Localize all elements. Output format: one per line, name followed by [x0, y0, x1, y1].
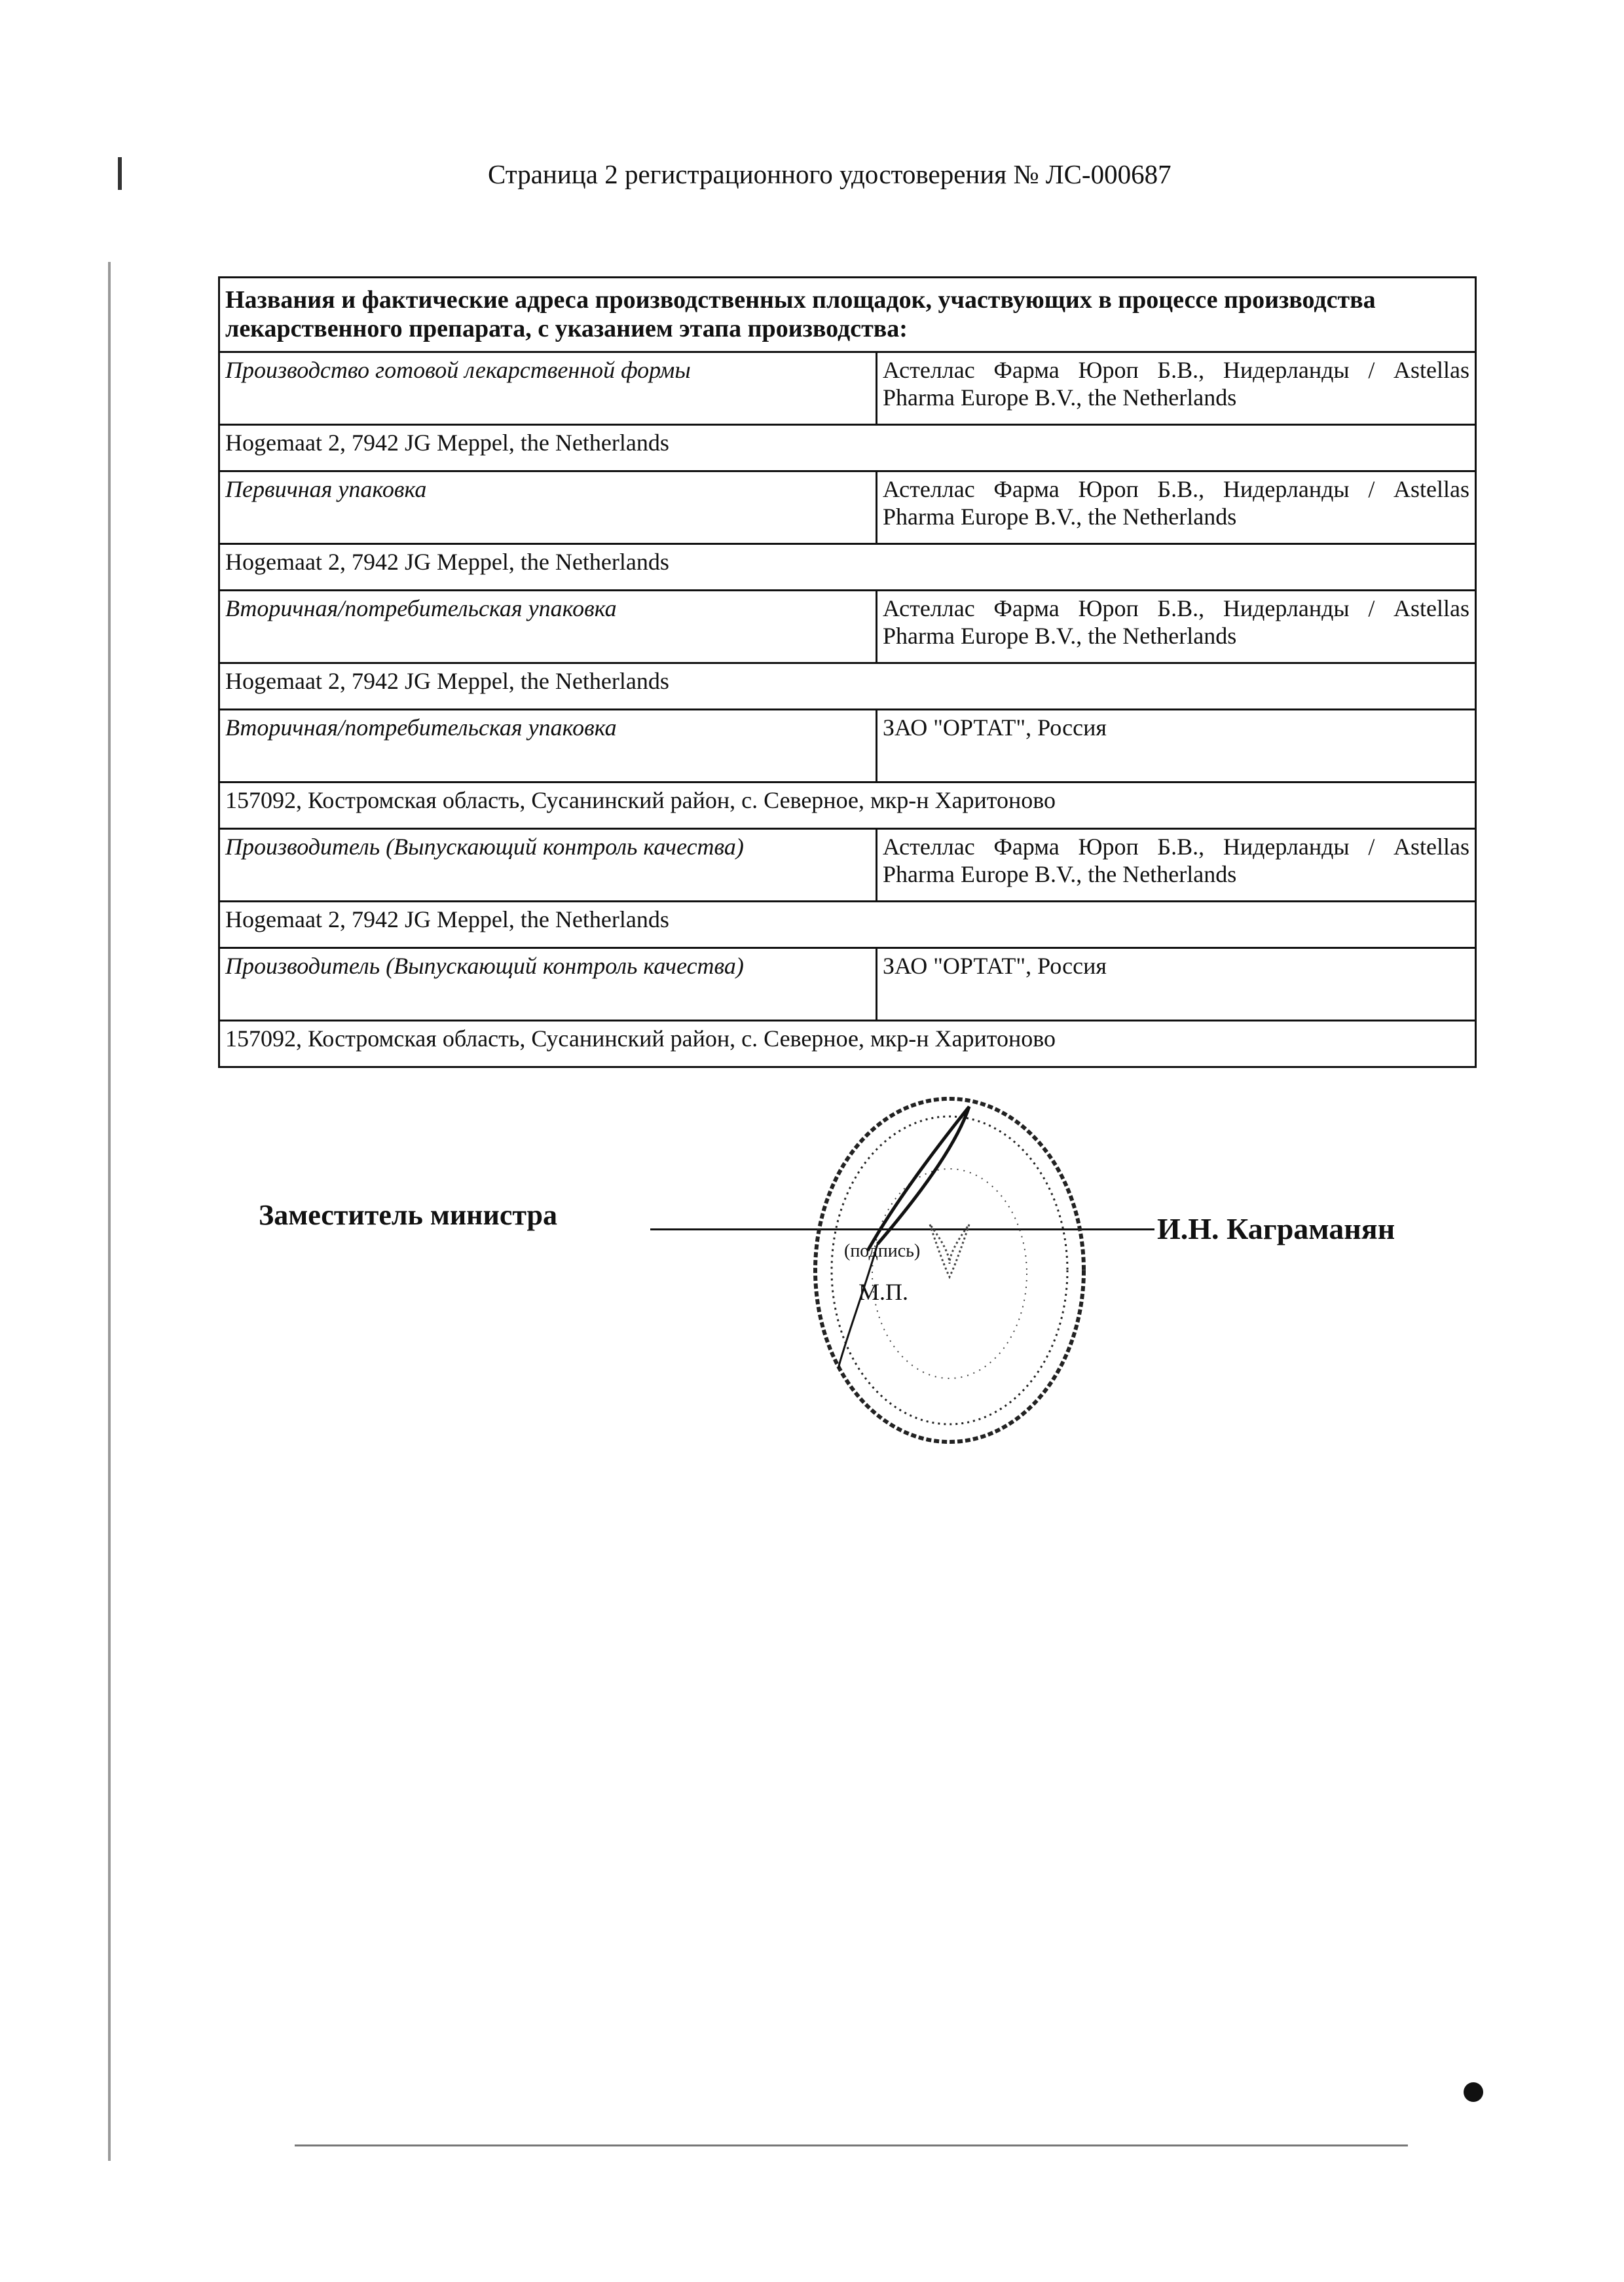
production-stage: Производитель (Выпускающий контроль качества) [219, 829, 877, 902]
scan-artifact [118, 157, 122, 190]
stage-row [219, 948, 1476, 1021]
signature-caption: (подпись) [844, 1241, 921, 1261]
scan-artifact [1464, 2082, 1483, 2102]
address-row [219, 425, 1476, 471]
stage-row [219, 710, 1476, 782]
production-stage: Производитель (Выпускающий контроль качества) [219, 948, 877, 1021]
site-address: 157092, Костромская область, Сусанинский район, с. Северное, мкр-н Харитоново [219, 1021, 1476, 1067]
official-seal-stamp [805, 1094, 1094, 1460]
production-stage: Производство готовой лекарственной формы [219, 352, 877, 425]
scan-artifact [108, 262, 111, 2161]
organization: ЗАО "ОРТАТ", Россия [877, 948, 1476, 1021]
production-stage: Вторичная/потребительская упаковка [219, 591, 877, 663]
site-address: Hogemaat 2, 7942 JG Meppel, the Netherlands [219, 663, 1476, 710]
stage-row [219, 829, 1476, 902]
address-row [219, 663, 1476, 710]
production-stage: Вторичная/потребительская упаковка [219, 710, 877, 782]
site-address: 157092, Костромская область, Сусанинский район, с. Северное, мкр-н Харитоново [219, 782, 1476, 829]
production-sites-table [218, 276, 1477, 1068]
stage-row [219, 471, 1476, 544]
organization: Астеллас Фарма Юроп Б.В., Нидерланды / Astellas Pharma Europe B.V., the Netherlands [877, 471, 1476, 544]
table-heading: Названия и фактические адреса производственных площадок, участвующих в процессе производства лекарственного препарата, с указанием этапа производства: [219, 278, 1476, 352]
stage-row [219, 352, 1476, 425]
stage-row [219, 591, 1476, 663]
organization: Астеллас Фарма Юроп Б.В., Нидерланды / Astellas Pharma Europe B.V., the Netherlands [877, 352, 1476, 425]
site-address: Hogemaat 2, 7942 JG Meppel, the Netherlands [219, 544, 1476, 591]
scan-artifact [295, 2144, 1408, 2146]
address-row [219, 782, 1476, 829]
table-heading-row [219, 278, 1476, 352]
organization: Астеллас Фарма Юроп Б.В., Нидерланды / Astellas Pharma Europe B.V., the Netherlands [877, 829, 1476, 902]
address-row [219, 902, 1476, 948]
organization: Астеллас Фарма Юроп Б.В., Нидерланды / Astellas Pharma Europe B.V., the Netherlands [877, 591, 1476, 663]
organization: ЗАО "ОРТАТ", Россия [877, 710, 1476, 782]
site-address: Hogemaat 2, 7942 JG Meppel, the Netherlands [219, 425, 1476, 471]
seal-mark: М.П. [858, 1279, 909, 1305]
address-row [219, 544, 1476, 591]
site-address: Hogemaat 2, 7942 JG Meppel, the Netherlands [219, 902, 1476, 948]
page-title: Страница 2 регистрационного удостоверения № ЛС-000687 [488, 159, 1172, 189]
address-row [219, 1021, 1476, 1067]
production-stage: Первичная упаковка [219, 471, 877, 544]
signer-name: И.Н. Каграманян [1157, 1212, 1395, 1245]
signer-position: Заместитель министра [259, 1199, 558, 1231]
